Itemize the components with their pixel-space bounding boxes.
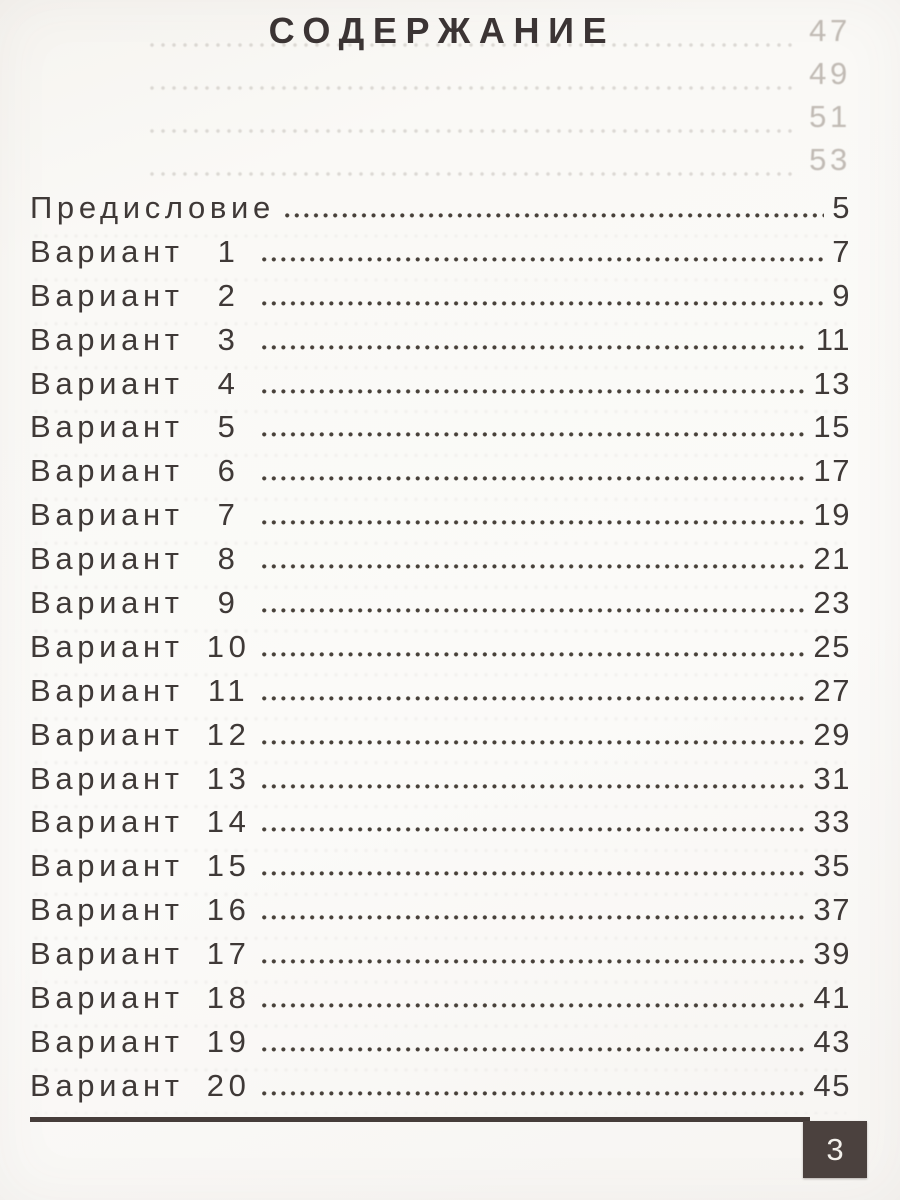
toc-entry: [30, 230, 851, 274]
toc-entry-label: Вариант: [30, 365, 184, 401]
toc-entry-page: 27: [813, 672, 851, 708]
toc-entry-label: Вариант: [30, 848, 184, 884]
toc-leader-dots: [262, 871, 806, 876]
toc-entry-number: 16: [206, 892, 251, 928]
page-number-box: [803, 1121, 867, 1178]
toc-entry: [30, 800, 851, 844]
toc-entry: [30, 625, 851, 669]
toc-entry-number: 2: [217, 277, 240, 313]
toc-entry-number: 18: [206, 980, 251, 1016]
toc-entry-number: 7: [217, 497, 240, 533]
toc-entry: [30, 888, 851, 932]
bleedthrough-page-number: 49: [809, 56, 851, 91]
toc-entry-page: 17: [813, 453, 851, 489]
toc-entry-page: 13: [813, 365, 851, 401]
toc-entry-number: 11: [207, 672, 250, 708]
toc-entry-page: 39: [813, 936, 851, 972]
toc-leader-dots: [262, 432, 806, 437]
toc-entry-number: 4: [217, 365, 240, 401]
toc-entry-number: 1: [217, 233, 240, 269]
toc-entry-page: 33: [813, 804, 851, 840]
toc-entry-number: 9: [217, 585, 240, 621]
toc-entry-number: 19: [206, 1023, 251, 1059]
toc-entry-label: Вариант: [30, 453, 184, 489]
toc-entry: [30, 669, 851, 713]
toc-entry-page: 19: [813, 497, 851, 533]
bleedthrough-row: [30, 142, 851, 185]
toc-entry: [30, 1020, 851, 1064]
toc-entry-number: 6: [217, 453, 240, 489]
toc-list: [30, 186, 851, 1108]
toc-entry: [30, 932, 851, 976]
toc-entry-label: Вариант: [30, 1067, 184, 1103]
toc-leader-dots: [262, 345, 808, 350]
toc-entry: [30, 274, 851, 318]
toc-entry: [30, 713, 851, 757]
toc-entry-page: 35: [813, 848, 851, 884]
toc-entry-label: Вариант: [30, 585, 184, 621]
toc-leader-dots: [262, 1003, 806, 1008]
toc-entry-number: 3: [217, 321, 240, 357]
toc-entry-label: Вариант: [30, 804, 184, 840]
bleedthrough-page-number: 51: [809, 99, 851, 134]
toc-leader-dots: [262, 827, 806, 832]
toc-leader-dots: [262, 740, 806, 745]
toc-entry-page: 9: [832, 277, 851, 313]
toc-entry-label: Вариант: [30, 936, 184, 972]
toc-leader-dots: [262, 257, 825, 262]
toc-entry-page: 7: [832, 233, 851, 269]
toc-entry-page: 11: [815, 321, 851, 357]
toc-entry-page: 29: [813, 716, 851, 752]
toc-leader-dots: [262, 1047, 806, 1052]
toc-entry-label: Вариант: [30, 892, 184, 928]
toc-leader-dots: [262, 564, 806, 569]
toc-entry-page: 41: [813, 980, 851, 1016]
toc-entry-number: 17: [206, 936, 251, 972]
toc-leader-dots: [262, 389, 806, 394]
bleedthrough-page-number: 47: [809, 13, 851, 48]
toc-leader-dots: [262, 652, 806, 657]
toc-entry: [30, 757, 851, 801]
bleedthrough-row: [30, 99, 851, 142]
toc-leader-dots: [262, 696, 806, 701]
toc-entry-page: 37: [813, 892, 851, 928]
toc-entry-number: 12: [206, 716, 251, 752]
toc-entry-page: 21: [813, 541, 851, 577]
toc-entry-label: Вариант: [30, 233, 184, 269]
toc-entry-label: Вариант: [30, 1023, 184, 1059]
toc-leader-dots: [262, 915, 806, 920]
toc-leader-dots: [285, 213, 824, 218]
toc-entry-label: Вариант: [30, 760, 184, 796]
toc-entry-page: 23: [813, 585, 851, 621]
page-number: 3: [826, 1132, 844, 1167]
toc-entry-page: 25: [813, 628, 851, 664]
footer-rule: [30, 1117, 810, 1122]
toc-entry: [30, 537, 851, 581]
toc-entry: [30, 362, 851, 406]
toc-leader-dots: [262, 520, 806, 525]
toc-entry: [30, 844, 851, 888]
toc-leader-dots: [262, 301, 825, 306]
toc-entry-number: 14: [206, 804, 251, 840]
bleedthrough-row: [30, 56, 851, 99]
toc-entry-number: 15: [206, 848, 251, 884]
toc-entry-number: 5: [217, 409, 240, 445]
toc-entry-page: 45: [813, 1067, 851, 1103]
toc-entry-label: Вариант: [30, 628, 184, 664]
toc-entry-number: 13: [206, 760, 251, 796]
toc-entry: [30, 449, 851, 493]
toc-entry-page: 5: [832, 190, 851, 225]
bleedthrough-page-number: 53: [809, 142, 851, 177]
toc-entry-label: Вариант: [30, 980, 184, 1016]
toc-entry: [30, 976, 851, 1020]
toc-entry: [30, 1064, 851, 1108]
toc-entry-page: 31: [813, 760, 851, 796]
toc-entry-page: 15: [813, 409, 851, 445]
bleedthrough-dots: [150, 86, 799, 90]
bleedthrough-dots: [150, 129, 799, 133]
toc-entry-label: Вариант: [30, 277, 184, 313]
toc-leader-dots: [262, 608, 806, 613]
toc-entry-label: Вариант: [30, 716, 184, 752]
toc-entry: [30, 405, 851, 449]
toc-leader-dots: [262, 784, 806, 789]
bleedthrough-dots: [150, 172, 799, 176]
toc-entry-number: 10: [206, 628, 251, 664]
toc-entry-number: 20: [206, 1067, 251, 1103]
toc-entry-page: 43: [813, 1023, 851, 1059]
toc-entry-number: 8: [217, 541, 240, 577]
page-title: СОДЕРЖАНИЕ: [268, 10, 616, 51]
toc-entry: [30, 581, 851, 625]
toc-entry-label: Вариант: [30, 321, 184, 357]
toc-leader-dots: [262, 476, 806, 481]
toc-leader-dots: [262, 959, 806, 964]
toc-entry-label: Вариант: [30, 497, 184, 533]
toc-entry-label: Вариант: [30, 409, 184, 445]
toc-leader-dots: [262, 1091, 806, 1096]
toc-entry-label: Вариант: [30, 541, 184, 577]
toc-entry: [30, 186, 851, 230]
toc-entry-label: Предисловие: [30, 190, 275, 225]
toc-entry: [30, 493, 851, 537]
toc-entry: [30, 318, 851, 362]
toc-entry-label: Вариант: [30, 672, 184, 708]
